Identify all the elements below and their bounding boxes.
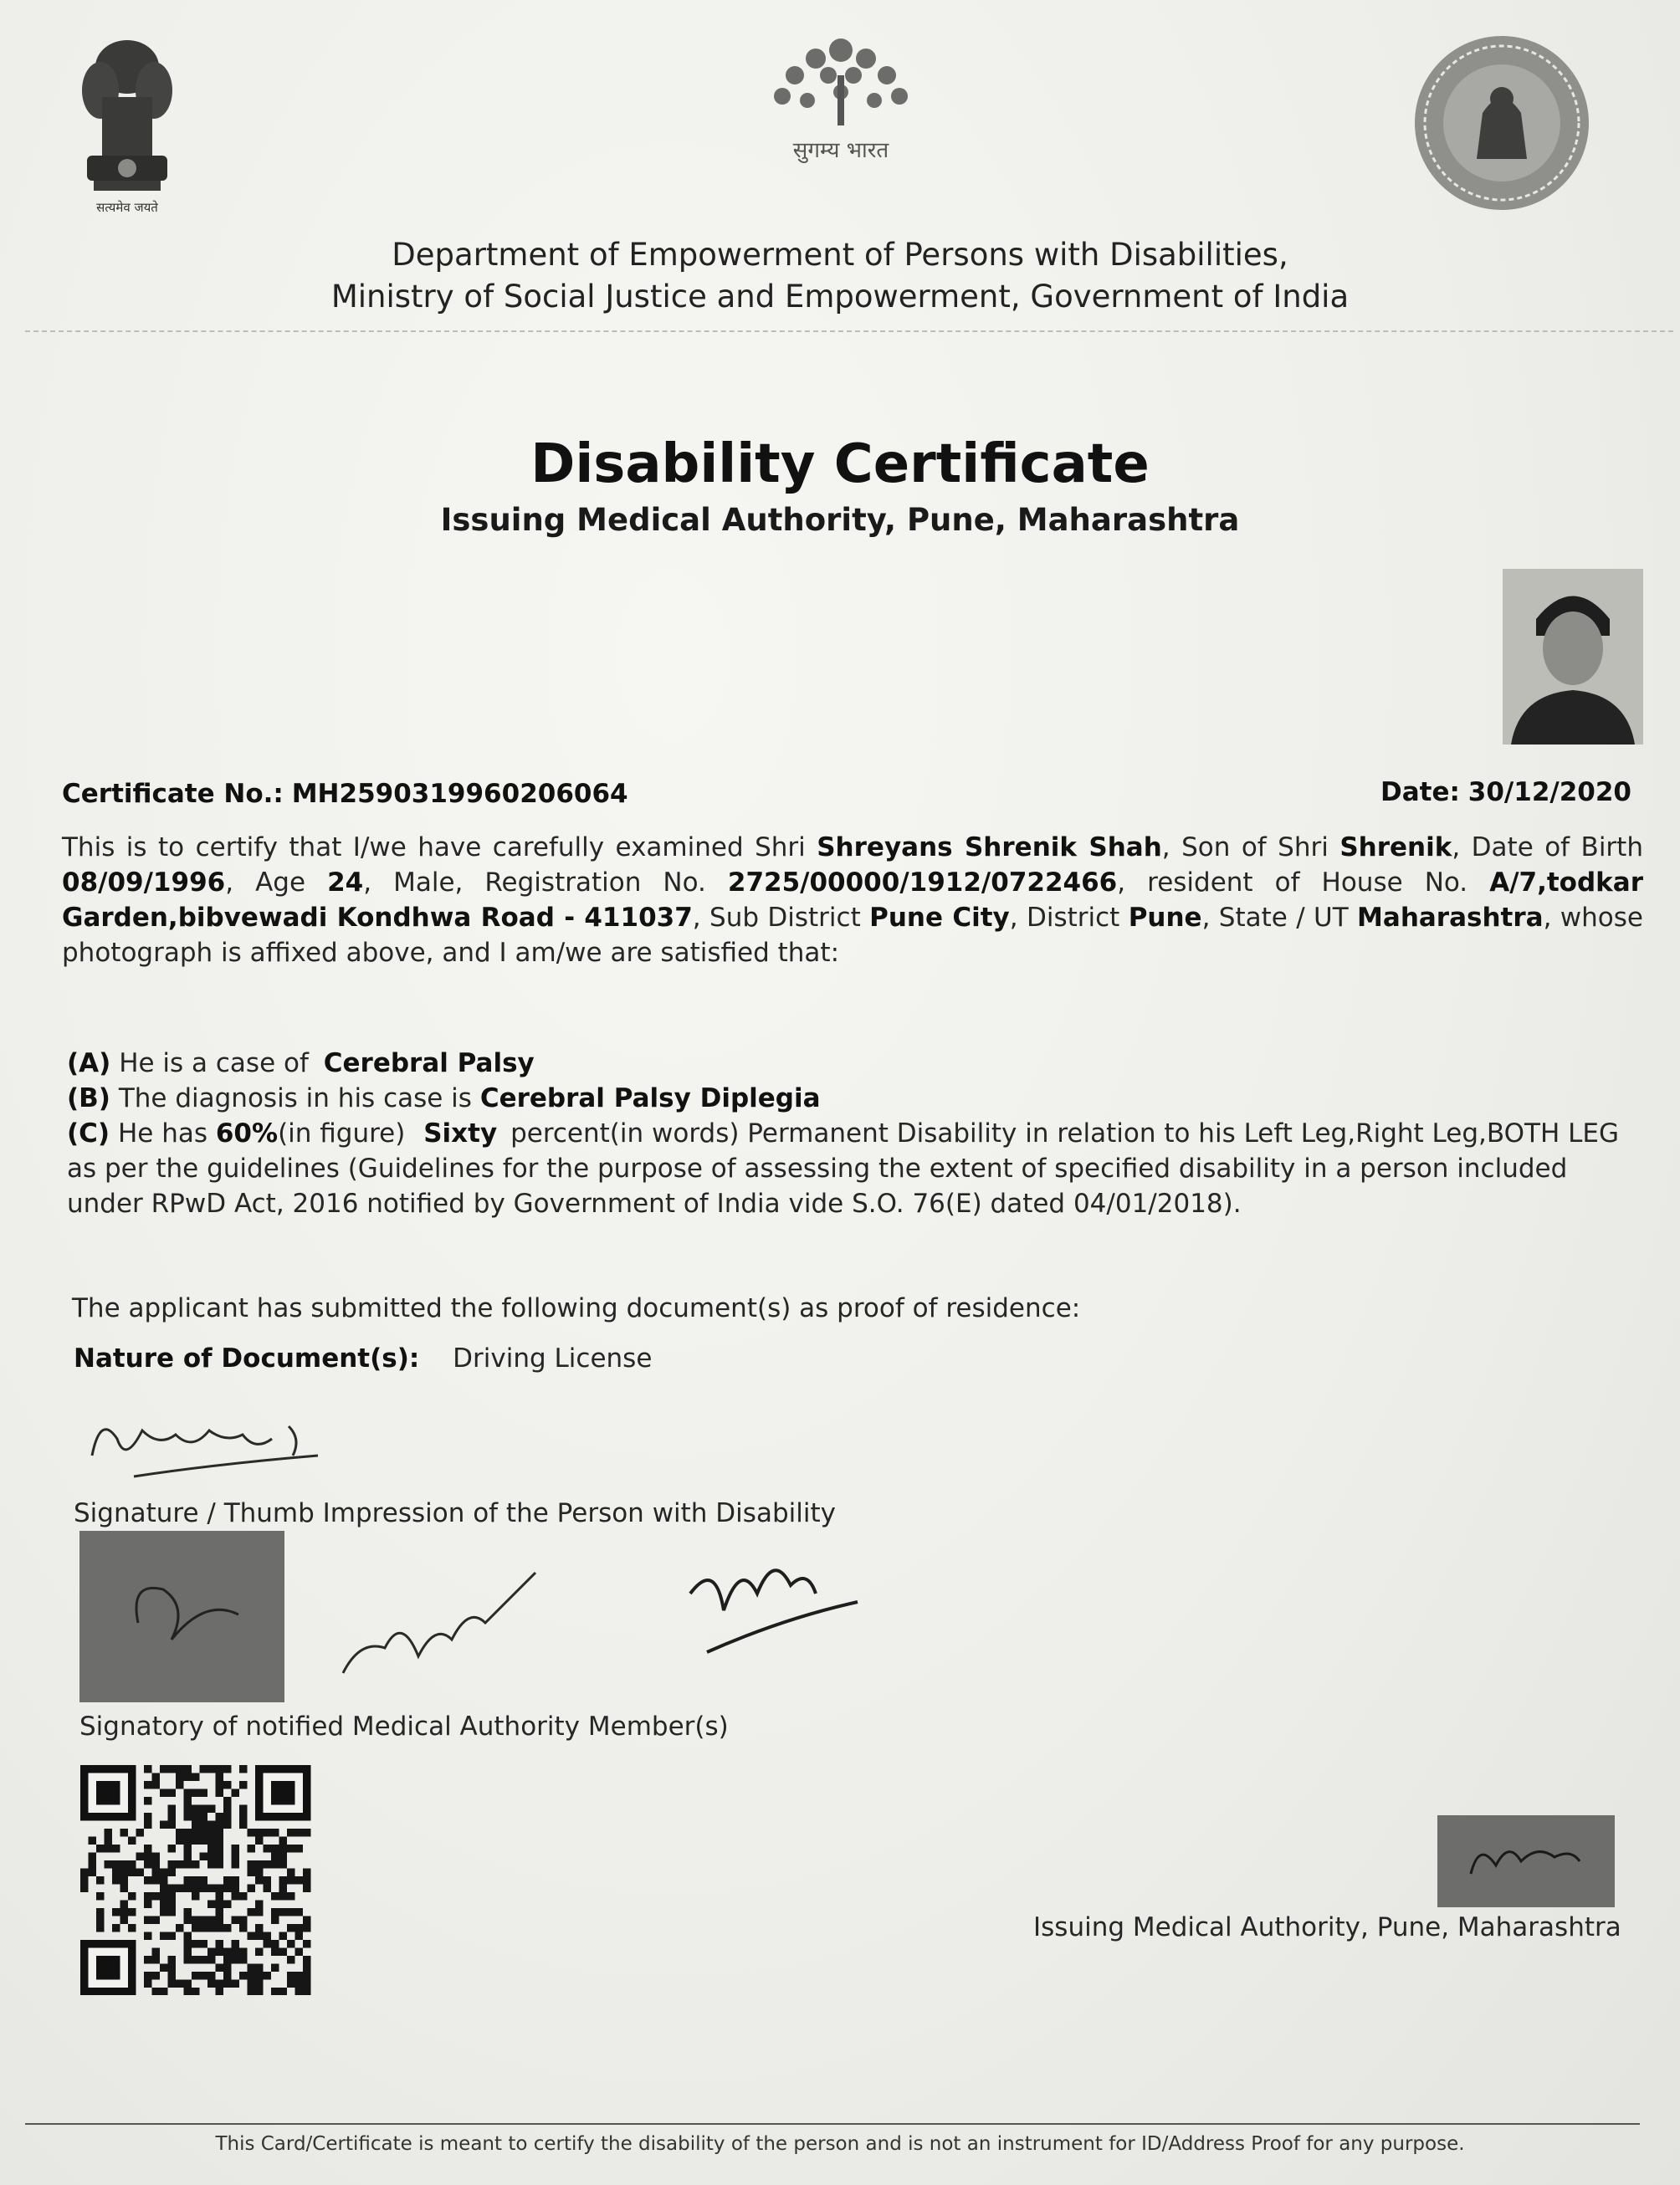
diagnosis: Cerebral Palsy Diplegia [479,1083,821,1113]
clause-c-text: He has [117,1118,207,1149]
authority-signature-stamp [1437,1815,1615,1907]
member-signature-2 [326,1564,544,1690]
certificate-date-label: Date: [1380,777,1460,807]
department-line: Department of Empowerment of Persons with Disabilities, [392,237,1288,273]
emblem-caption: सत्यमेव जयते [96,200,158,215]
accessible-india-logo [757,25,925,184]
body-text: This is to certify that I/we have carefully examined Shri [62,832,806,862]
sub-district: Pune City [869,903,1010,933]
issuing-authority-label: Issuing Medical Authority, Pune, Maharashtra [1033,1912,1621,1942]
applicant-signature [84,1405,368,1489]
body-text: , State / UT [1201,903,1349,933]
registration-number: 2725/00000/1912/0722466 [727,867,1118,898]
applicant-signature-label: Signature / Thumb Impression of the Person with Disability [74,1498,836,1528]
header-divider [25,330,1673,332]
district: Pune [1128,903,1202,933]
body-text: , whose photograph is affixed above, and I am/we are satisfied that: [62,903,1643,968]
clause-b-text: The diagnosis in his case is [118,1083,472,1113]
members-signature-label: Signatory of notified Medical Authority Member(s) [79,1712,729,1742]
disability-percent-words: Sixty [423,1118,498,1149]
state: Maharashtra [1357,903,1544,933]
body-text: , Age [225,867,306,898]
qr-code [80,1765,319,1995]
certificate-number-label: Certificate No.: [62,779,284,809]
clause-b-label: (B) [67,1083,110,1113]
national-emblem-icon [69,32,186,220]
footer-divider [25,2123,1640,2125]
footer-disclaimer: This Card/Certificate is meant to certify the disability of the person and is not an instrument for ID/Address Proof for any purpose. [215,2133,1465,2155]
father-name: Shrenik [1339,832,1452,862]
clause-c [67,1116,1640,1221]
certificate-number [62,776,628,811]
applicant-photo [1503,569,1643,745]
body-text: , Male, Registration No. [363,867,706,898]
clause-c-label: (C) [67,1118,110,1149]
certificate-date-value: 30/12/2020 [1467,777,1631,807]
residence-document-value: Driving License [453,1343,653,1374]
body-text: , Son of Shri [1161,832,1329,862]
page-subtitle: Issuing Medical Authority, Pune, Maharashtra [440,502,1240,538]
member-signature-3 [682,1543,866,1660]
ministry-line: Ministry of Social Justice and Empowerment, Government of India [330,279,1350,315]
body-text: , District [1009,903,1120,933]
clause-b [67,1081,1640,1116]
applicant-name: Shreyans Shrenik Shah [817,832,1162,862]
body-text: , Sub District [692,903,861,933]
clause-c-text: (in figure) [278,1118,406,1149]
center-logo-text: सुगम्य भारत [792,138,889,163]
body-text: , Date of Birth [1452,832,1643,862]
member-signature-stamp-1 [79,1531,284,1702]
address: A/7,todkar Garden,bibvewadi Kondhwa Road - 411037 [62,867,1643,933]
clause-a-text: He is a case of [119,1048,309,1078]
body-text: , resident of House No. [1117,867,1468,898]
residence-intro: The applicant has submitted the following document(s) as proof of residence: [72,1293,1081,1323]
clause-a [67,1046,1640,1081]
residence-document [74,1341,652,1376]
residence-document-label: Nature of Document(s): [74,1343,420,1374]
state-seal-icon [1412,33,1592,213]
disability-type: Cerebral Palsy [323,1048,535,1078]
clause-c-text: percent(in words) Permanent Disability in relation to his Left Leg,Right Leg,BOTH LEG as per the guidelines (Guidelines for the purpose of assessing the extent of specified disability in a person included under RPwD Act, 2016 notified by Government of India vide S.O. 76(E) dated 04/01/2018). [67,1118,1619,1219]
date-of-birth: 08/09/1996 [62,867,226,898]
clause-a-label: (A) [67,1048,111,1078]
certification-paragraph [62,830,1643,970]
certificate-number-value: MH2590319960206064 [291,779,628,809]
page-title: Disability Certificate [530,433,1150,495]
disability-percent: 60% [215,1118,279,1149]
age: 24 [327,867,364,898]
certificate-date [1380,775,1631,810]
